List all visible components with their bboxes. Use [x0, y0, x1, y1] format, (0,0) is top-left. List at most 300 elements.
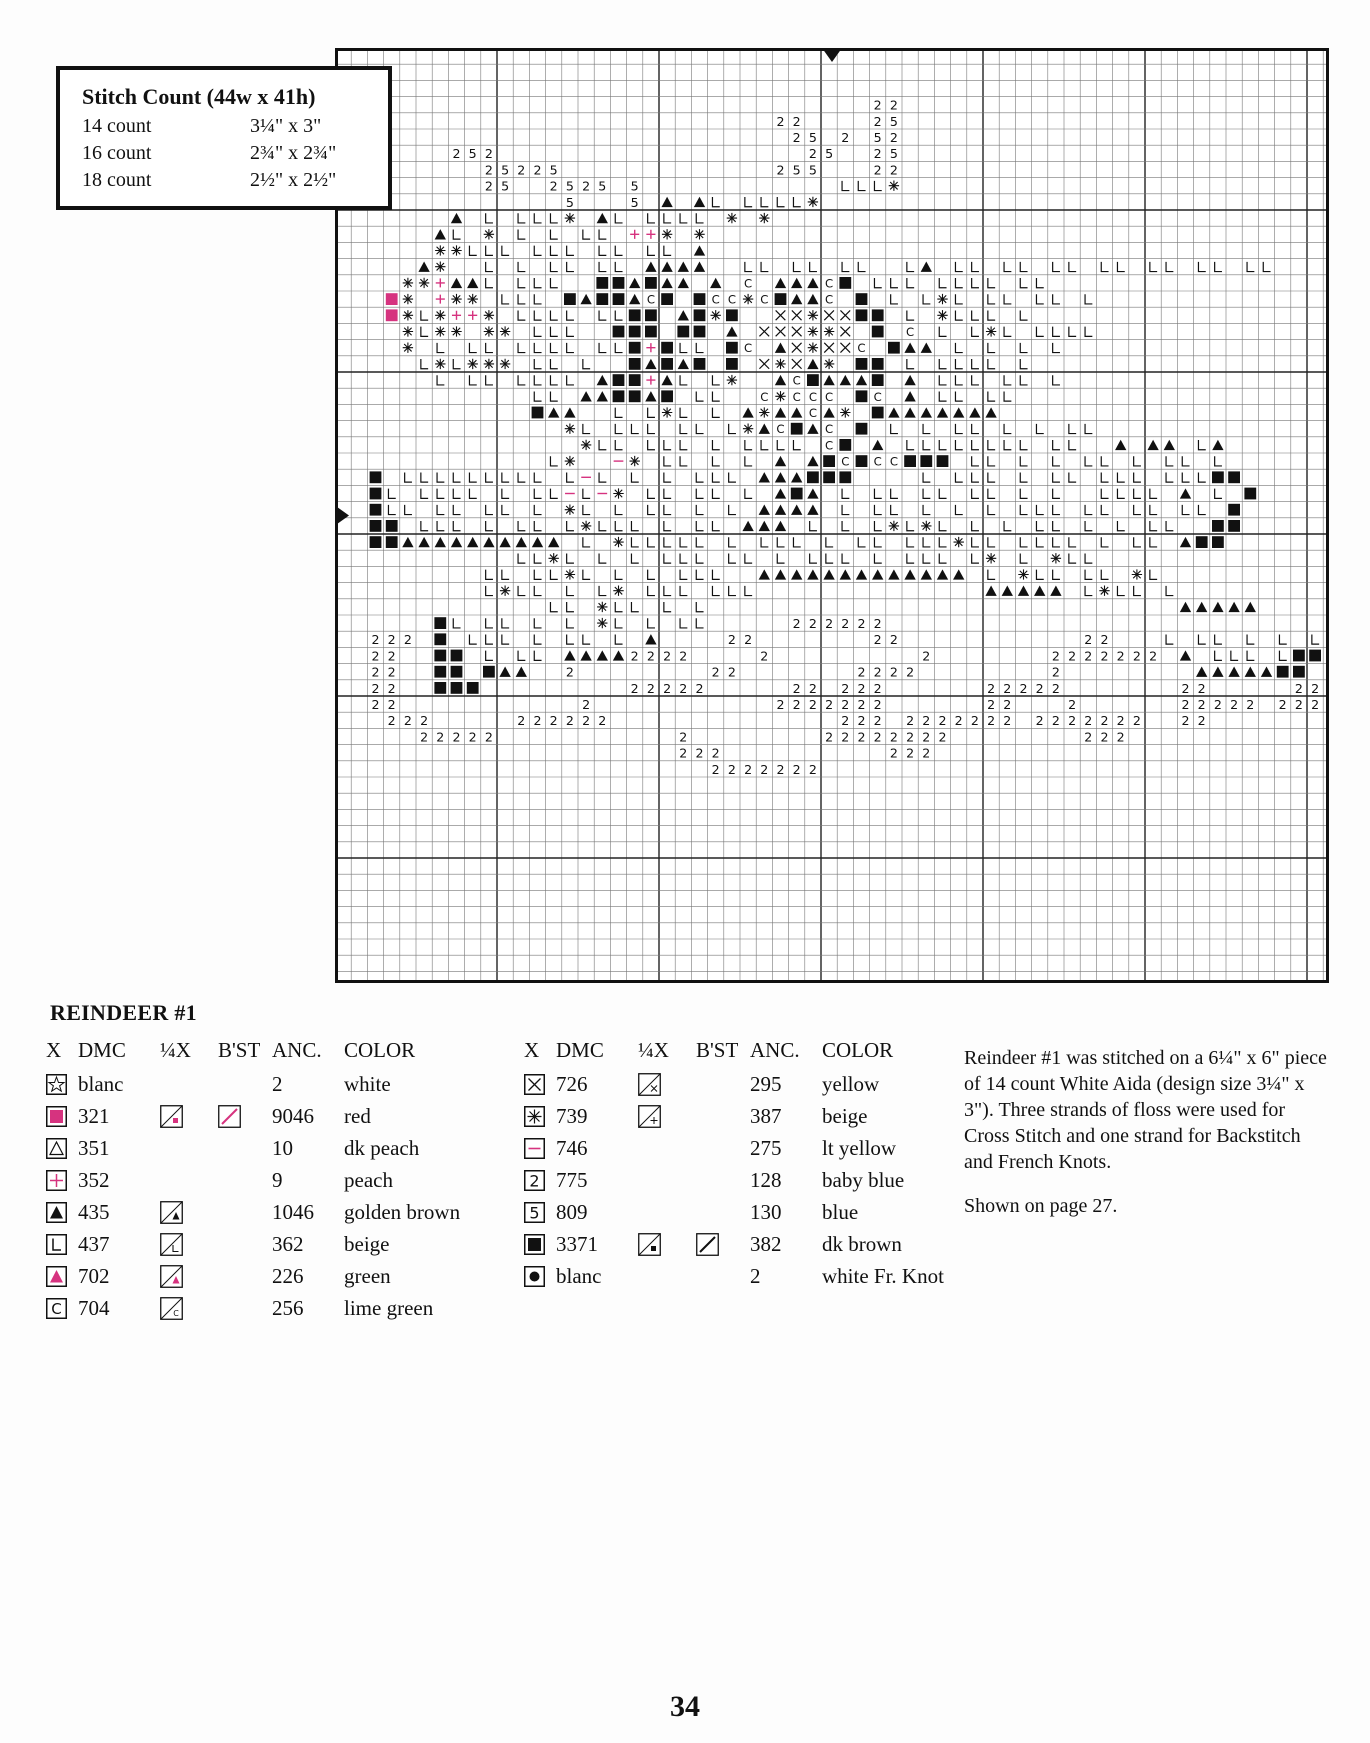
svg-text:C: C	[857, 341, 866, 356]
svg-text:2: 2	[1084, 729, 1093, 745]
stitch-cell	[550, 713, 558, 728]
stitch-cell	[581, 440, 591, 450]
stitch-cell	[485, 162, 493, 177]
svg-text:2: 2	[873, 664, 882, 680]
stitch-cell	[371, 697, 379, 712]
stitch-cell	[403, 343, 413, 353]
stitch-cell	[874, 729, 882, 744]
red-square-symbol-icon	[46, 1106, 78, 1127]
svg-text:2: 2	[889, 745, 898, 761]
svg-text:2: 2	[825, 696, 834, 712]
stitch-count-box	[56, 66, 392, 210]
stitch-cell	[839, 277, 851, 289]
triangle-pink-symbol-icon	[46, 1266, 78, 1287]
stitch-cell	[1181, 713, 1189, 728]
dmc-number: 435	[78, 1199, 110, 1224]
stitch-cell	[776, 697, 784, 712]
svg-text:2: 2	[841, 729, 850, 745]
stitch-cell	[435, 310, 445, 320]
stitch-cell	[793, 697, 801, 712]
stitch-cell	[631, 195, 639, 210]
svg-text:2: 2	[1230, 696, 1239, 712]
svg-text:2: 2	[452, 146, 461, 162]
stitch-cell	[841, 729, 849, 744]
stitch-cell	[971, 713, 979, 728]
svg-text:2: 2	[889, 129, 898, 145]
legend-row	[524, 1228, 992, 1260]
svg-text:2: 2	[727, 664, 736, 680]
svg-text:C: C	[760, 292, 769, 307]
dmc-number: 351	[78, 1135, 110, 1160]
svg-text:2: 2	[776, 696, 785, 712]
stitch-cell	[484, 229, 494, 239]
svg-text:2: 2	[889, 632, 898, 648]
stitch-cell	[1099, 586, 1109, 596]
stitch-cell	[841, 130, 849, 145]
color-name: blue	[822, 1199, 859, 1224]
svg-text:2: 2	[744, 632, 753, 648]
svg-text:C: C	[825, 422, 834, 437]
svg-text:2: 2	[679, 680, 688, 696]
stitch-cell	[1100, 729, 1108, 744]
stitch-cell	[890, 162, 898, 177]
stitch-cell	[371, 632, 379, 647]
anchor-number: 362	[272, 1231, 304, 1256]
stitch-cell	[370, 536, 382, 548]
svg-text:C: C	[776, 422, 785, 437]
anchor-number: 275	[750, 1135, 782, 1160]
svg-text:C: C	[825, 389, 834, 404]
svg-text:2: 2	[776, 162, 785, 178]
stitch-cell	[483, 666, 495, 678]
svg-text:C: C	[825, 438, 834, 453]
color-name: yellow	[822, 1071, 880, 1096]
stitch-cell	[857, 681, 865, 696]
svg-text:C: C	[727, 292, 736, 307]
stitch-cell	[743, 424, 753, 434]
svg-text:2: 2	[565, 664, 574, 680]
svg-text:5: 5	[808, 162, 817, 178]
stitch-cell	[890, 130, 898, 145]
stitch-cell	[467, 682, 479, 694]
svg-text:2: 2	[695, 680, 704, 696]
stitch-cell	[857, 665, 865, 680]
stitch-cell	[679, 746, 687, 761]
stitch-cell	[808, 310, 818, 320]
svg-text:2: 2	[529, 1171, 540, 1190]
header-dmc: DMC	[556, 1037, 604, 1062]
stitch-cell	[874, 632, 882, 647]
stitch-cell	[874, 713, 882, 728]
svg-text:2: 2	[776, 113, 785, 129]
svg-text:5: 5	[825, 146, 834, 162]
stitch-cell	[404, 713, 412, 728]
stitch-cell	[1228, 520, 1240, 532]
stitch-cell	[1246, 697, 1254, 712]
stitch-cell	[1133, 648, 1141, 663]
stitch-cell	[857, 341, 865, 355]
stitch-cell	[582, 179, 590, 194]
svg-text:5: 5	[501, 178, 510, 194]
stitch-cell	[841, 681, 849, 696]
stitch-cell	[451, 245, 461, 255]
stitch-cell	[517, 162, 525, 177]
dmc-number: 739	[556, 1103, 588, 1128]
stitch-cell	[613, 374, 625, 386]
stitch-cell	[1198, 681, 1206, 696]
legend-header	[524, 1036, 992, 1064]
svg-text:C: C	[808, 406, 817, 421]
svg-text:C: C	[711, 292, 720, 307]
stitch-cell	[679, 681, 687, 696]
legend-row	[524, 1100, 992, 1132]
stitch-cell	[386, 536, 398, 548]
stitch-cell	[485, 146, 493, 161]
stitch-cell	[1084, 729, 1092, 744]
legend-row	[524, 1260, 992, 1292]
stitch-cell	[791, 423, 803, 435]
stitch-cell	[566, 195, 574, 210]
svg-text:C: C	[173, 1308, 179, 1318]
svg-text:2: 2	[1116, 648, 1125, 664]
legend-row	[46, 1100, 514, 1132]
stitch-cell	[889, 521, 899, 531]
color-name: beige	[822, 1103, 868, 1128]
stitch-cell	[872, 326, 884, 338]
stitch-cell	[420, 729, 428, 744]
svg-text:2: 2	[906, 729, 915, 745]
svg-text:2: 2	[938, 713, 947, 729]
svg-text:2: 2	[1051, 680, 1060, 696]
stitch-cell	[661, 342, 673, 354]
stitch-cell	[434, 617, 446, 629]
svg-text:2: 2	[873, 146, 882, 162]
color-legend	[46, 1000, 944, 1320]
stitch-cell	[695, 746, 703, 761]
stitch-cell	[874, 455, 882, 469]
stitch-count-title: Stitch Count (44w x 41h)	[82, 84, 316, 109]
stitch-cell	[566, 713, 574, 728]
stitch-cell	[809, 697, 817, 712]
stitch-cell	[403, 326, 413, 336]
stitch-cell	[922, 648, 930, 663]
stitch-cell	[1003, 713, 1011, 728]
svg-text:2: 2	[371, 632, 380, 648]
stitch-cell	[1003, 681, 1011, 696]
svg-text:2: 2	[1068, 648, 1077, 664]
svg-text:2: 2	[857, 713, 866, 729]
stitch-cell	[809, 406, 817, 420]
stitch-cell	[1036, 713, 1044, 728]
svg-text:2: 2	[420, 729, 429, 745]
svg-text:2: 2	[857, 664, 866, 680]
stitch-cell	[629, 390, 641, 402]
stitch-cell	[532, 407, 544, 419]
svg-text:2: 2	[387, 648, 396, 664]
stitch-cell	[776, 762, 784, 777]
svg-text:2: 2	[987, 696, 996, 712]
color-name: red	[344, 1103, 371, 1128]
legend-row	[524, 1068, 992, 1100]
stitch-cell	[1149, 648, 1157, 663]
svg-text:2: 2	[1068, 696, 1077, 712]
svg-text:2: 2	[1132, 713, 1141, 729]
stitch-cell	[759, 213, 769, 223]
stitch-cell	[404, 632, 412, 647]
stitch-cell	[388, 648, 396, 663]
stitch-cell	[1019, 681, 1027, 696]
stitch-cell	[1051, 553, 1061, 563]
stitch-cell	[597, 602, 607, 612]
stitch-cell	[856, 390, 868, 402]
dot-symbol-icon	[524, 1266, 556, 1287]
stitch-cell	[1198, 713, 1206, 728]
stitch-cell	[1181, 697, 1189, 712]
dmc-number: 321	[78, 1103, 110, 1128]
dmc-number: 3371	[556, 1231, 598, 1256]
stitch-cell	[906, 729, 914, 744]
stitch-cell	[920, 455, 932, 467]
stitch-cell	[451, 682, 463, 694]
legend-title: REINDEER #1	[50, 1000, 197, 1025]
stitch-cell	[1212, 520, 1224, 532]
stitch-cell	[582, 713, 590, 728]
stitch-cell	[1244, 488, 1256, 500]
stitch-cell	[1036, 681, 1044, 696]
stitch-cell	[388, 713, 396, 728]
svg-text:2: 2	[1197, 696, 1206, 712]
svg-text:2: 2	[1100, 729, 1109, 745]
stitch-cell	[1052, 665, 1060, 680]
color-name: lime green	[344, 1295, 434, 1320]
stitch-cell	[485, 729, 493, 744]
svg-text:2: 2	[906, 664, 915, 680]
stitch-cell	[808, 343, 818, 353]
stitch-cell	[841, 697, 849, 712]
dmc-number: 726	[556, 1071, 588, 1096]
stitch-cell	[1293, 666, 1305, 678]
stitch-cell	[613, 586, 623, 596]
stitch-cell	[874, 665, 882, 680]
dmc-number: 775	[556, 1167, 588, 1192]
stitch-cell	[825, 146, 833, 161]
stitch-cell	[533, 713, 541, 728]
stitch-cell	[564, 293, 576, 305]
stitch-cell	[744, 341, 752, 355]
header-x: X	[46, 1037, 62, 1062]
svg-text:2: 2	[1051, 664, 1060, 680]
stitch-cell	[857, 697, 865, 712]
stitch-cell	[645, 326, 657, 338]
anchor-number: 2	[272, 1071, 283, 1096]
stitch-cell	[597, 618, 607, 628]
stitch-cell	[760, 293, 768, 307]
stitch-cell	[452, 146, 460, 161]
stitch-cell	[874, 146, 882, 161]
stitch-cell	[744, 762, 752, 777]
svg-text:2: 2	[1246, 696, 1255, 712]
svg-text:2: 2	[792, 696, 801, 712]
dmc-number: 746	[556, 1135, 588, 1160]
svg-text:2: 2	[938, 729, 947, 745]
stitch-cell	[856, 358, 868, 370]
svg-text:2: 2	[387, 713, 396, 729]
stitch-cell	[1295, 697, 1303, 712]
stitch-count-row	[82, 140, 372, 167]
stitch-cell	[629, 374, 641, 386]
stitch-cell	[1228, 504, 1240, 516]
svg-text:2: 2	[549, 178, 558, 194]
stitch-cell	[661, 358, 673, 370]
stitch-cell	[712, 746, 720, 761]
svg-text:2: 2	[792, 129, 801, 145]
color-name: white Fr. Knot	[822, 1263, 944, 1288]
stitch-cell	[629, 342, 641, 354]
dmc-number: 704	[78, 1295, 110, 1320]
stitch-cell	[468, 294, 478, 304]
svg-text:2: 2	[889, 664, 898, 680]
legend-row	[46, 1292, 514, 1324]
svg-text:2: 2	[889, 729, 898, 745]
stitch-cell	[712, 762, 720, 777]
svg-text:2: 2	[565, 713, 574, 729]
legend-header	[46, 1036, 514, 1064]
svg-text:2: 2	[1003, 696, 1012, 712]
stitch-cell	[662, 407, 672, 417]
stitch-cell	[420, 713, 428, 728]
stitch-cell	[566, 179, 574, 194]
stitch-cell	[435, 359, 445, 369]
stitch-cell	[809, 130, 817, 145]
stitch-cell	[823, 471, 835, 483]
stitch-cell	[645, 309, 657, 321]
svg-text:2: 2	[484, 162, 493, 178]
stitch-cell	[872, 374, 884, 386]
svg-text:2: 2	[517, 713, 526, 729]
stitch-cell	[663, 681, 671, 696]
stitch-cell	[938, 729, 946, 744]
svg-text:2: 2	[970, 713, 979, 729]
svg-text:5: 5	[529, 1203, 540, 1222]
stitch-cell	[485, 179, 493, 194]
svg-text:C: C	[825, 292, 834, 307]
stitch-cell	[808, 326, 818, 336]
stitch-cell	[694, 358, 706, 370]
stitch-cell	[1295, 681, 1303, 696]
stitch-cell	[371, 665, 379, 680]
svg-text:5: 5	[598, 178, 607, 194]
stitch-cell	[451, 326, 461, 336]
svg-text:2: 2	[825, 615, 834, 631]
stitch-cell	[727, 375, 737, 385]
stitch-cell	[1212, 536, 1224, 548]
stitch-cell	[874, 98, 882, 113]
svg-text:5: 5	[792, 162, 801, 178]
svg-text:2: 2	[1213, 696, 1222, 712]
stitch-cell	[1068, 713, 1076, 728]
stitch-cell	[1084, 648, 1092, 663]
svg-text:2: 2	[582, 713, 591, 729]
stitch-cell	[889, 181, 899, 191]
stitch-cell	[726, 358, 738, 370]
stitch-cell	[386, 520, 398, 532]
svg-text:2: 2	[873, 713, 882, 729]
stitch-count-row	[82, 167, 372, 194]
stitch-cell	[435, 326, 445, 336]
svg-text:2: 2	[387, 696, 396, 712]
stitch-cell	[1084, 713, 1092, 728]
stitch-cell	[743, 294, 753, 304]
stitch-cell	[890, 114, 898, 129]
l-symbol-icon	[46, 1234, 78, 1255]
anchor-number: 9046	[272, 1103, 314, 1128]
stitch-count-row	[82, 113, 372, 140]
svg-text:2: 2	[1003, 713, 1012, 729]
stitch-cell	[388, 697, 396, 712]
quarter-stitch-icon	[160, 1201, 218, 1224]
svg-text:2: 2	[841, 713, 850, 729]
svg-text:C: C	[873, 454, 882, 469]
svg-text:2: 2	[1311, 680, 1320, 696]
svg-text:2: 2	[857, 615, 866, 631]
x-symbol-icon	[524, 1074, 556, 1095]
triangle-black-symbol-icon	[46, 1202, 78, 1223]
dmc-number: 809	[556, 1199, 588, 1224]
quarter-stitch-icon	[160, 1233, 218, 1256]
stitch-cell	[857, 713, 865, 728]
svg-text:2: 2	[1311, 696, 1320, 712]
svg-text:2: 2	[484, 178, 493, 194]
stitch-cell	[371, 681, 379, 696]
svg-text:2: 2	[841, 696, 850, 712]
count-label: 18 count	[82, 169, 152, 191]
stitch-cell	[776, 114, 784, 129]
stitch-cell	[1052, 681, 1060, 696]
svg-text:2: 2	[841, 680, 850, 696]
svg-text:2: 2	[436, 729, 445, 745]
svg-text:2: 2	[1051, 713, 1060, 729]
stitch-cell	[890, 729, 898, 744]
stitch-cell	[711, 310, 721, 320]
stitch-cell	[679, 648, 687, 663]
stitch-cell	[1117, 713, 1125, 728]
stitch-cell	[403, 278, 413, 288]
stitch-cell	[937, 294, 947, 304]
stitch-cell	[647, 293, 655, 307]
legend-row	[46, 1068, 514, 1100]
svg-text:2: 2	[1084, 648, 1093, 664]
stitch-cell	[598, 713, 606, 728]
stitch-cell	[874, 697, 882, 712]
stitch-cell	[712, 293, 720, 307]
stitch-cell	[630, 456, 640, 466]
svg-text:2: 2	[711, 745, 720, 761]
header-color: COLOR	[344, 1037, 416, 1062]
svg-text:2: 2	[371, 664, 380, 680]
stitching-note	[964, 1045, 1334, 1237]
stitch-cell	[468, 359, 478, 369]
svg-text:C: C	[841, 454, 850, 469]
svg-text:2: 2	[711, 761, 720, 777]
stitch-cell	[1052, 648, 1060, 663]
svg-text:C: C	[51, 1299, 62, 1318]
svg-text:2: 2	[873, 615, 882, 631]
stitch-cell	[550, 179, 558, 194]
stitch-cell	[661, 390, 673, 402]
anchor-number: 2	[750, 1263, 761, 1288]
stitch-cell	[890, 632, 898, 647]
stitch-cell	[808, 197, 818, 207]
